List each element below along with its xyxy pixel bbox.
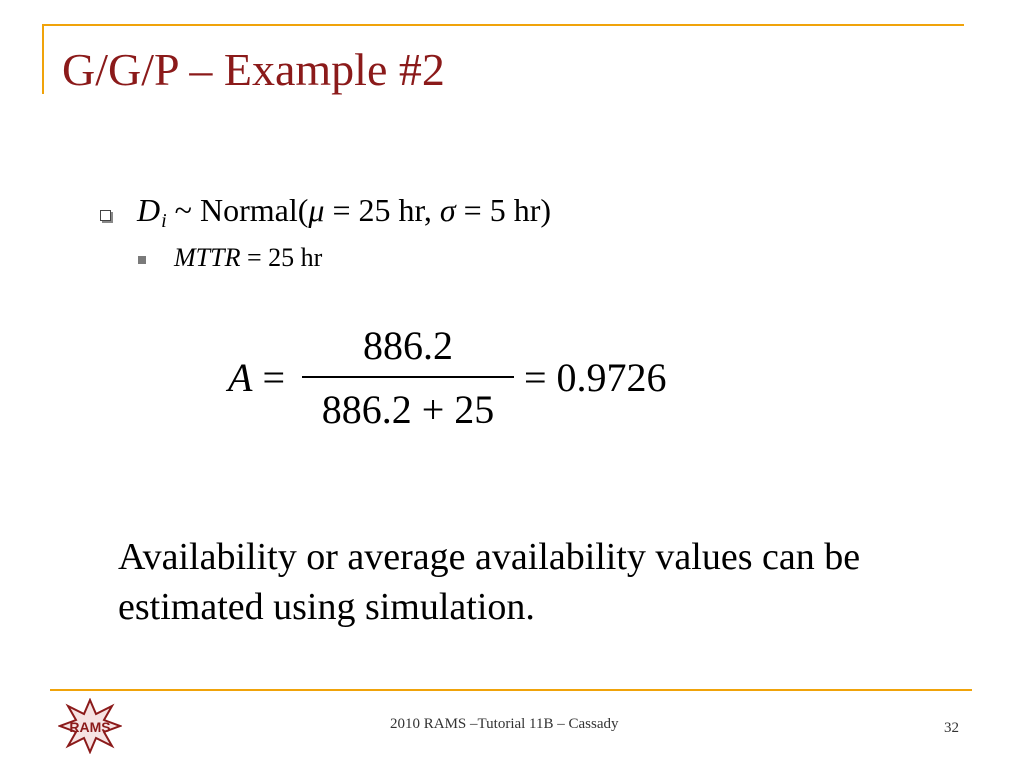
footer-caption: 2010 RAMS –Tutorial 11B – Cassady: [390, 716, 619, 732]
bullet-distribution: [100, 192, 551, 232]
rams-logo-icon: [58, 698, 122, 754]
hollow-square-bullet-icon: [100, 210, 111, 221]
page-number: 32: [944, 720, 959, 736]
filled-square-bullet-icon: [138, 256, 146, 264]
equation-lhs: A =: [228, 355, 285, 400]
footer-border-line: [50, 689, 972, 691]
top-border-line: [42, 24, 964, 26]
availability-equation: [228, 322, 688, 432]
slide-title: G/G/P – Example #2: [62, 44, 445, 95]
svg-text:RAMS: RAMS: [69, 719, 111, 735]
bullet-distribution-text: $D_i$ ~ Normal(μ = 25 hr, σ = 5 hr): [137, 191, 552, 232]
sub-bullet-mttr: [138, 242, 322, 274]
equation-result: = 0.9726: [524, 355, 667, 400]
sub-bullet-mttr-text: MTTR = 25 hr: [174, 243, 323, 272]
left-border-line: [42, 24, 44, 94]
fraction-bar: [302, 376, 514, 378]
equation-numerator: 886.2: [363, 323, 453, 368]
body-paragraph: Availability or average availability values can be estimated using simulation.: [118, 536, 861, 628]
equation-denominator: 886.2 + 25: [321, 387, 495, 432]
